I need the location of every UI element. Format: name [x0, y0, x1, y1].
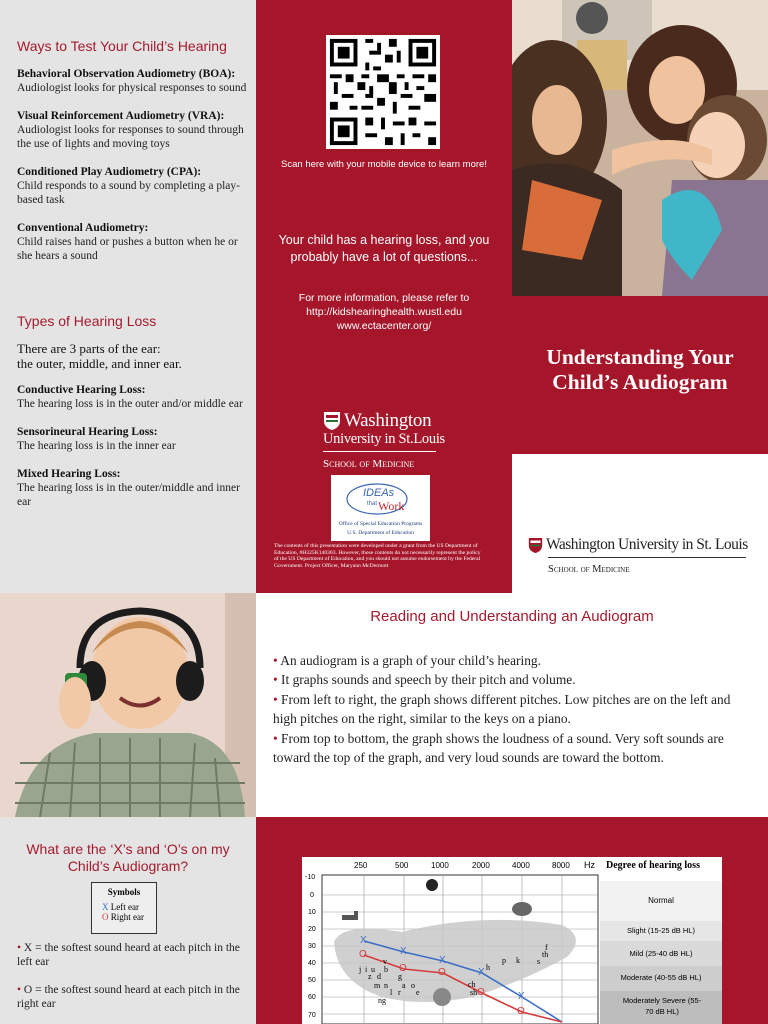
degree-label: Moderate (40-55 dB HL)	[620, 973, 702, 982]
ideas-text: IDEAs	[363, 487, 395, 499]
db-label: -10	[305, 874, 316, 881]
info-link[interactable]: www.ectacenter.org/	[336, 320, 432, 332]
title-line: Child’s Audiogram	[552, 370, 728, 394]
x-symbol-icon: X	[102, 902, 109, 912]
speech-letter: k	[516, 956, 520, 965]
boy-headphones-photo	[0, 593, 256, 817]
speech-letter: e	[416, 988, 420, 997]
test-term: Conditioned Play Audiometry (CPA):	[17, 166, 202, 178]
degree-label: Mild (25-40 dB HL)	[629, 949, 693, 958]
type-term: Conductive Hearing Loss:	[17, 384, 146, 396]
speech-letter: th	[542, 950, 549, 959]
x-marker: X	[400, 946, 407, 957]
type-desc: The hearing loss is in the outer/middle and inner ear	[17, 482, 240, 508]
list-item: • O = the softest sound heard at each pitch in the right ear	[17, 984, 240, 1010]
test-desc: Audiologist looks for responses to sound through the use of lights and moving toys	[17, 124, 244, 150]
info-text	[256, 291, 512, 333]
test-term: Visual Reinforcement Audiometry (VRA):	[17, 110, 225, 122]
freq-label: 250	[354, 861, 368, 870]
test-desc: Audiologist looks for physical responses to sound	[17, 82, 247, 94]
x-marker: X	[439, 955, 446, 966]
info-link[interactable]: http://kidshearinghealth.wustl.edu	[306, 306, 462, 318]
db-label: 50	[308, 977, 316, 984]
speech-letter: h	[486, 963, 490, 972]
ideas-that: that	[367, 501, 378, 507]
speech-letter: a	[402, 981, 406, 990]
list-item: • X = the softest sound heard at each pitch in the left ear	[17, 942, 240, 968]
degree-label: Moderately Severe (55-70 dB HL)	[622, 996, 702, 1016]
db-label: 10	[308, 909, 316, 916]
title-line: Understanding Your	[546, 345, 734, 369]
washu-logo	[323, 410, 453, 472]
speech-letter: b	[384, 965, 388, 974]
speech-letter: i	[365, 965, 368, 974]
degree-label: Normal	[648, 896, 674, 905]
ideas-work: Work	[378, 499, 405, 513]
types-title: Types of Hearing Loss	[17, 313, 157, 329]
reading-bullets	[273, 651, 753, 767]
qr-code[interactable]	[326, 35, 440, 149]
speech-letter: z	[368, 972, 372, 981]
speech-letter: m	[374, 981, 381, 990]
symbols-title-line: What are the ‘X’s and ‘O’s on my	[26, 841, 230, 857]
list-item: • From left to right, the graph shows different pitches. Low pitches are on the left and high pitches on the right, similar to the keys on a piano.	[273, 691, 731, 727]
o-marker: O	[359, 949, 367, 960]
speech-letter: s	[537, 957, 541, 966]
washu-sub: University in St.Louis	[323, 431, 445, 447]
legend-o-label: Right ear	[110, 912, 144, 922]
tests-title: Ways to Test Your Child’s Hearing	[17, 38, 227, 54]
shield-icon	[528, 537, 543, 554]
speech-letter: v	[383, 957, 387, 966]
list-item: • From top to bottom, the graph shows the loudness of a sound. Very soft sounds are toward the top of the graph, and very loud sounds are toward the bottom.	[273, 730, 724, 766]
o-marker: O	[399, 963, 407, 974]
freq-label: 4000	[512, 861, 530, 870]
types-intro: There are 3 parts of the ear:	[17, 341, 161, 356]
audiogram	[302, 857, 722, 1024]
db-label: 60	[308, 994, 316, 1001]
type-desc: The hearing loss is in the outer and/or middle ear	[17, 398, 243, 410]
db-label: 70	[308, 1012, 316, 1019]
degree-label: Slight (15-25 dB HL)	[627, 926, 695, 935]
info-line: For more information, please refer to	[298, 292, 470, 304]
speech-letter: d	[377, 972, 381, 981]
speech-letter: u	[371, 965, 375, 974]
test-desc: Child raises hand or pushes a button when he or she hears a sound	[17, 236, 238, 262]
freq-label: 2000	[472, 861, 490, 870]
reading-title: Reading and Understanding an Audiogram	[370, 608, 654, 625]
speech-letter: ng	[378, 996, 386, 1005]
o-marker: O	[517, 1006, 525, 1017]
legend-title: Symbols	[107, 887, 141, 897]
hz-label: Hz	[584, 860, 595, 870]
washu-full-school: School of Medicine	[548, 564, 630, 575]
degree-title: Degree of hearing loss	[606, 860, 700, 871]
o-marker: O	[477, 987, 485, 998]
symbols-legend	[91, 882, 157, 934]
speech-letter: ch	[468, 980, 476, 989]
speech-letter: r	[398, 988, 401, 997]
db-label: 40	[308, 960, 316, 967]
washu-school: School of Medicine	[323, 458, 415, 470]
types-section	[17, 313, 247, 523]
test-desc: Child responds to a sound by completing a play-based task	[17, 180, 240, 206]
symbols-title	[0, 841, 256, 875]
scan-text: Scan here with your mobile device to learn more!	[281, 159, 487, 170]
db-label: 30	[308, 943, 316, 950]
speech-letter: f	[545, 943, 548, 952]
speech-letter: j	[359, 965, 362, 974]
questions-line: Your child has a hearing loss, and you	[278, 233, 490, 247]
type-term: Mixed Hearing Loss:	[17, 468, 121, 480]
type-term: Sensorineural Hearing Loss:	[17, 426, 158, 438]
washu-name: Washington	[344, 410, 432, 431]
x-marker: X	[478, 967, 485, 978]
speech-letter: p	[502, 956, 506, 965]
types-intro: the outer, middle, and inner ear.	[17, 356, 182, 371]
list-item: • It graphs sounds and speech by their pitch and volume.	[273, 672, 576, 688]
questions-text	[256, 232, 512, 266]
speech-letter: n	[384, 981, 388, 990]
db-label: 0	[310, 892, 314, 899]
speech-letter: g	[398, 972, 402, 981]
washu-logo-full	[528, 536, 753, 577]
tests-section	[17, 38, 247, 277]
freq-label: 8000	[552, 861, 570, 870]
symbols-bullets	[17, 941, 247, 1011]
questions-line: probably have a lot of questions...	[290, 250, 478, 264]
speech-letter: l	[390, 988, 393, 997]
ideas-dept: U.S. Department of Education	[347, 530, 414, 536]
o-marker: O	[438, 967, 446, 978]
family-photo	[512, 0, 768, 296]
disclaimer: The contents of this presentation were developed under a grant from the US Department of Education, #H325K140303. However, those contents do not necessarily represent the policy of the US Department of Education, and you should not assume endorsement by the Federal Government. Project Officer, Maryann McDermott	[274, 543, 481, 569]
o-symbol-icon: O	[102, 912, 109, 922]
ideas-logo	[331, 475, 430, 541]
washu-full-name: Washington University in St. Louis	[546, 536, 748, 553]
x-marker: X	[360, 935, 367, 946]
speech-letter: o	[411, 981, 415, 990]
test-term: Behavioral Observation Audiometry (BOA):	[17, 68, 236, 80]
list-item: • An audiogram is a graph of your child’s hearing.	[273, 653, 541, 668]
brochure-title	[512, 345, 768, 395]
test-term: Conventional Audiometry:	[17, 222, 149, 234]
x-marker: X	[518, 991, 525, 1002]
speech-letter: sh	[470, 988, 478, 997]
shield-icon	[323, 411, 341, 431]
legend-x-label: Left ear	[110, 902, 139, 912]
ideas-office: Office of Special Education Programs	[338, 521, 423, 527]
freq-label: 1000	[431, 861, 449, 870]
freq-label: 500	[395, 861, 409, 870]
symbols-title-line: Child’s Audiogram?	[67, 858, 189, 874]
db-label: 20	[308, 926, 316, 933]
type-desc: The hearing loss is in the inner ear	[17, 440, 176, 452]
